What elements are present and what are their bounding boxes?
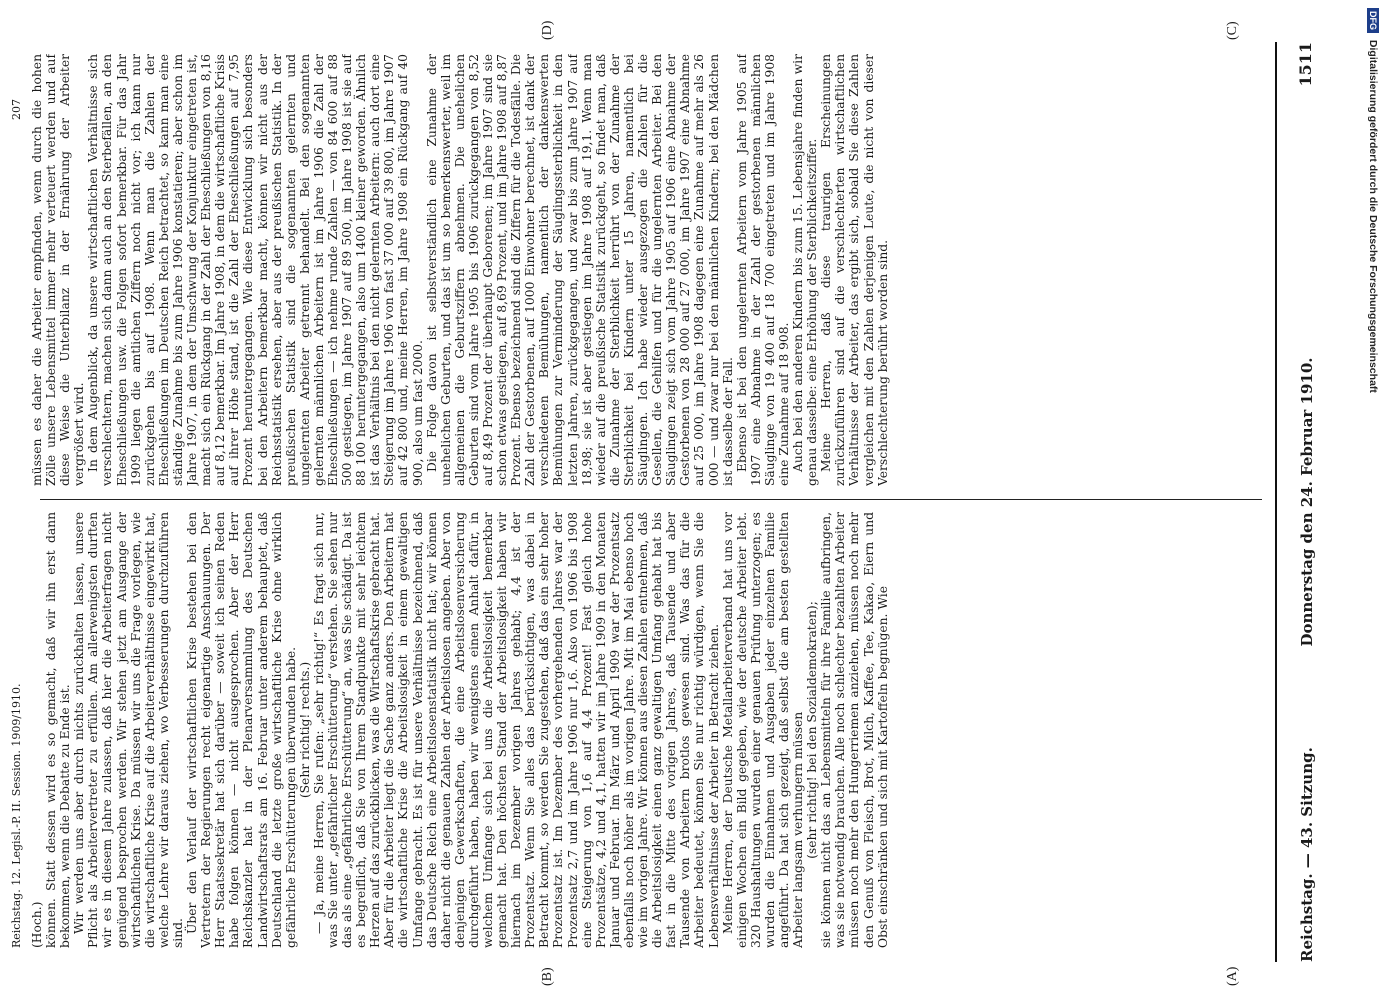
footer-right: 207 xyxy=(10,99,23,120)
margin-mark-d: (D) xyxy=(540,20,555,40)
margin-mark-a: (A) xyxy=(1225,966,1240,986)
dfg-text: Digitalisierung gefördert durch die Deutsche Forschungsgemeinschaft xyxy=(1367,39,1379,393)
paragraph: Ebenso ist bei den ungelernten Arbeitern vom Jahre 1905 auf 1907 eine Abnahme in der Zahl der gestorbenen männlichen Säuglinge von 19 400 auf 18 700 eingetreten und im Jahre 1908 eine Zunahme auf 18 908. xyxy=(734,54,791,486)
paragraph: sie können nicht das an Lebensmitteln für ihre Familie aufbringen, was sie notwendig brauchen. Alle noch schlechter bezahlten Arbeiter müssen noch mehr den Hungerriemen anziehen, müssen noch mehr den Genuß von Fleisch, Brot, Milch, Kaffee, Tee, Kakao, Eiern und Obst einschränken und sich mit Kartoffeln begnügen. Wie xyxy=(819,512,890,948)
paragraph: In dem Augenblick, da unsere wirtschaftlichen Verhältnisse sich verschlechtern, machen sich dann auch an den Sterbefällen, an den Eheschließungen usw. die Folgen sofort bemerkbar. Für das Jahr 1909 liegen die amtlichen Ziffern noch nicht vor; ich kann nur zurückgehen bis auf 1908. Wenn man die Zahlen der Eheschließungen im Deutschen Reich betrachtet, so kann man eine ständige Zunahme bis zum Jahre 1906 konstatieren; aber schon im Jahre 1907, in dem der Umschwung der Konjunktur eingetreten ist, macht sich ein Rückgang in der Zahl der Eheschließungen von 8,16 auf 8,12 bemerkbar. Im Jahre 1908, in dem die wirtschaftliche Krisis auf ihrer Höhe stand, ist die Zahl der Eheschließungen auf 7,95 Prozent heruntergegangen. Wie diese Entwicklung sich besonders bei den Arbeitern bemerkbar macht, können wir nicht aus der Reichsstatistik ersehen, aber aus der preußischen Statistik. In der preußischen Statistik sind die sogenannten gelernten und ungelernten Arbeiter getrennt behandelt. Bei den sogenannten gelernten männlichen Arbeitern ist im Jahre 1906 die Zahl der Eheschließungen — ich nehme runde Zahlen — von 84 600 auf 88 500 gestiegen, im Jahre 1907 auf 89 500, im Jahre 1908 ist sie auf 88 100 heruntergegangen, also um 1400 kleiner geworden. Ähnlich ist das Verhältnis bei den nicht gelernten Arbeitern: auch dort eine Steigerung im Jahre 1906 von fast 37 000 auf 39 800, im Jahre 1907 auf 42 800 und, meine Herren, im Jahre 1908 ein Rückgang auf 40 900, also um fast 2000. xyxy=(86,54,425,486)
paragraph: Meine Herren, daß diese traurigen Erscheinungen zurückzuführen sind auf die verschlechterten wirtschaftlichen Verhältnisse der Arbeiter, das ergibt sich, sobald Sie diese Zahlen vergleichen mit den Zahlen derjenigen Leute, die nicht von dieser Verschlechterung berührt worden sind. xyxy=(819,54,890,486)
margin-mark-c: (C) xyxy=(1225,21,1240,40)
paragraph: (Sehr richtig! rechts.) xyxy=(297,661,312,799)
paragraph: — Ja, meine Herren, Sie rufen: „sehr richtig!“ Es fragt sich nur, was Sie unter „gefährlicher Erschütterung“ verstehen. Sie sehen nur das als eine „gefährliche Erschütterung“ an, was Sie schädigt. Da ist es begreiflich, daß Sie von Ihrem Standpunkte mit sehr leichtem Herzen auf das zurückblicken, was die Wirtschaftskrise gebracht hat. Aber für die Arbeiter liegt die Sache ganz anders. Den Arbeitern hat die wirtschaftliche Krise die Arbeitslosigkeit in einem gewaltigen Umfange gebracht. Es ist für unsere Verhältnisse bezeichnend, daß das Deutsche Reich eine Arbeitslosenstatistik nicht hat; wir können daher nicht die genauen Zahlen der Arbeitslosen angeben. Aber von denjenigen Gewerkschaften, die eine Arbeitslosenversicherung durchgeführt haben, haben wir wenigstens einen Anhalt dafür, in welchem Umfange sich bei uns die Arbeitslosigkeit bemerkbar gemacht hat. Den höchsten Stand der Arbeitslosigkeit haben wir hiernach im Dezember vorigen Jahres gehabt; 4,4 ist der Prozentsatz. Wenn Sie alles das berücksichtigen, was dabei in Betracht kommt, so werden Sie zugestehen, daß das ein sehr hoher Prozentsatz ist. Im Dezember des vorhergehenden Jahres war der Prozentsatz 2,7 und im Jahre 1906 nur 1,6. Also von 1906 bis 1908 eine Steigerung von 1,6 auf 4,4 Prozent! Fast gleich hohe Prozentsätze, 4,2 und 4,1, hatten wir im Jahre 1909 in den Monaten Januar und Februar. Im März und April 1909 war der Prozentsatz ebenfalls noch höher als im vorigen Jahre. Mit im Mai ebenso hoch wie im vorigen Jahre. Wir können aus diesen Zahlen entnehmen, daß die Arbeitslosigkeit einen ganz gewaltigen Umfang gehabt hat bis fast in die Mitte des vorigen Jahres, daß Tausende und aber Tausende von Arbeitern brotlos gewesen sind. Was das für die Arbeiter bedeutet, können Sie nur richtig würdigen, wenn Sie die Lebensverhältnisse der Arbeiter in Betracht ziehen. xyxy=(311,512,721,948)
paragraph: Wir werden uns aber durch nichts zurückhalten lassen, unsere Pflicht als Arbeitervertreter zu erfüllen. Am allerwenigsten durften wir es in diesem Jahre zulassen, daß hier die Arbeiterfragen nicht genügend besprochen werden. Wir stehen jetzt am Ausgange der wirtschaftlichen Krise. Da müssen wir uns die Frage vorlegen, wie die wirtschaftliche Krise auf die Arbeiterverhältnisse eingewirkt hat, welche Lehre wir daraus ziehen, wo Verbesserungen durchzuführen sind. xyxy=(72,512,185,948)
header-rule xyxy=(1275,42,1277,962)
header-left: Reichstag. — 43. Sitzung. xyxy=(1298,747,1316,962)
left-column xyxy=(30,512,1180,948)
page-header xyxy=(1290,42,1324,962)
paragraph: müssen es daher die Arbeiter empfinden, wenn durch die hohen Zölle unsere Lebensmittel immer mehr verteuert werden und auf diese Weise die Unterbilanz in der Ernährung der Arbeiter vergrößert wird. xyxy=(30,54,87,486)
paragraph: Auch bei den anderen Kindern bis zum 15. Lebensjahre finden wir genau dasselbe: eine Erhöhung der Sterblichkeitsziffer. xyxy=(791,54,820,486)
right-column xyxy=(30,54,1180,486)
paragraph: Die Folge davon ist selbstverständlich eine Zunahme der unehelichen Geburten, und das ist um so bemerkenswerter, weil im allgemeinen die Geburtsziffern abnehmen. Die unehelichen Geburten sind vom Jahre 1905 bis 1906 zurückgegangen von 8,52 auf 8,49 Prozent der überhaupt Geborenen; im Jahre 1907 sind sie schon etwas gestiegen, auf 8,69 Prozent, und im Jahre 1908 auf 8,87 Prozent. Ebenso bezeichnend sind die Ziffern für die Todesfälle. Die Zahl der Gestorbenen, auf 1000 Einwohner berechnet, ist dank der verschiedenen Bemühungen, namentlich der dankenswerten Bemühungen zur Verminderung der Säuglingssterblichkeit in den letzten Jahren, zurückgegangen, und zwar bis zum Jahre 1907 auf 18,98; sie ist aber gestiegen im Jahre 1908 auf 19,1. Wenn man wieder auf die preußische Statistik zurückgeht, so findet man, daß die Zunahme der Sterblichkeit herrührt von der Zunahme der Sterblichkeit bei Kindern unter 15 Jahren, namentlich bei Säuglingen. Ich habe wieder ausgezogen die Zahlen für die Gesellen, die Gehilfen und für die ungelernten Arbeiter. Bei den Säuglingen zeigt sich vom Jahre 1905 auf 1906 eine Abnahme der Gestorbenen von 28 000 auf 27 000, im Jahre 1907 eine Abnahme auf 25 000, im Jahre 1908 dagegen eine Zunahme auf mehr als 26 000 — und zwar nur bei den männlichen Kindern; bei den Mädchen ist dasselbe der Fall. xyxy=(424,54,735,486)
column-divider xyxy=(40,499,1262,500)
dfg-notice xyxy=(1367,8,1379,393)
margin-mark-b: (B) xyxy=(540,967,555,986)
dfg-logo: DFG xyxy=(1367,8,1379,33)
page-number: 1511 xyxy=(1296,42,1315,87)
paragraph: (Hoch.) xyxy=(30,901,44,948)
paragraph: (sehr richtig! bei den Sozialdemokraten); xyxy=(805,601,820,859)
header-center: Donnerstag den 24. Februar 1910. xyxy=(1298,357,1316,647)
paragraph: Meine Herren, der Deutsche Metallarbeiterverband hat uns vor einigen Wochen ein Bild gegeben, wie der deutsche Arbeiter lebt. 320 Haushaltungen wurden einer genauen Prüfung unterzogen; es wurden die Einnahmen und Ausgaben jeder einzelnen Familie angeführt. Da hat sich gezeigt, daß selbst die am besten gestellten Arbeiter langsam verhungern müssen xyxy=(720,512,806,948)
footer-left: Reichstag. 12. Legisl.-P. II. Session. 1909/1910. xyxy=(10,683,23,948)
paragraph: Über den Verlauf der wirtschaftlichen Krise bestehen bei den Vertretern der Regierungen recht eigenartige Anschauungen. Der Herr Staatssekretär hat sich darüber — soweit ich seinen Reden habe folgen können — nicht ausgesprochen. Aber der Herr Reichskanzler hat in der Plenarversammlung des Deutschen Landwirtschaftsrats am 16. Februar unter anderem behauptet, daß Deutschland die letzte große wirtschaftliche Krise ohne wirklich gefährliche Erschütterungen überwunden habe. xyxy=(185,512,298,948)
paragraph: können. Statt dessen wird es so gemacht, daß wir ihn erst dann bekommen, wenn die Debatte zu Ende ist. xyxy=(44,512,73,948)
